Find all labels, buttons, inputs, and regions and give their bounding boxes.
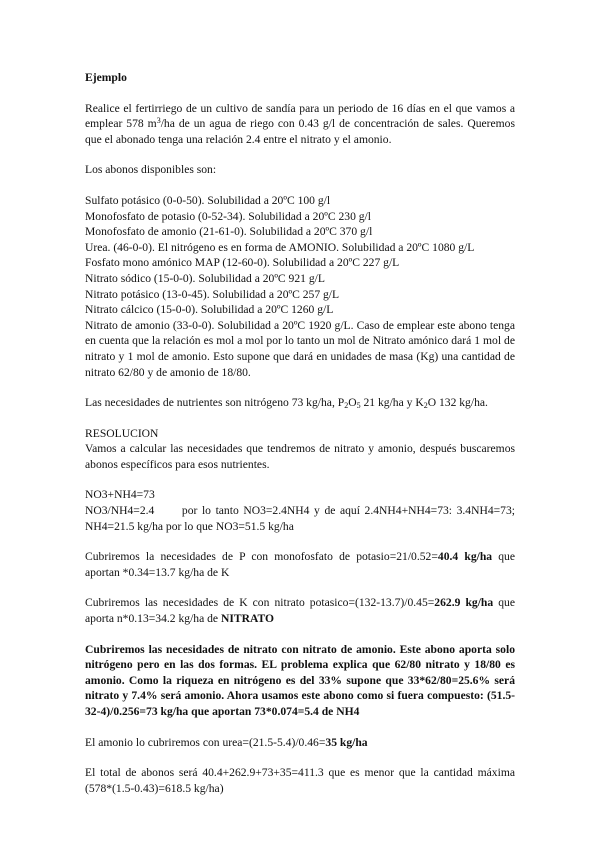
list-item: Monofosfato de potasio (0-52-34). Solubilidad a 20ºC 230 g/l [85, 209, 371, 223]
resolucion-heading: RESOLUCION [85, 426, 159, 440]
potasio-result: 262.9 kg/ha [434, 596, 494, 610]
intro-paragraph [85, 101, 515, 148]
list-item: Urea. (46-0-0). El nitrógeno es en forma de AMONIO. Solubilidad a 20ºC 1080 g/L [85, 240, 475, 254]
equation-2: NO3/NH4=2.4 por lo tanto NO3=2.4NH4 y de aquí 2.4NH4+NH4=73: 3.4NH4=73; NH4=21.5 kg/ha por lo que NO3=51.5 kg/ha [85, 504, 518, 533]
subscript: 2 [423, 401, 428, 411]
document-title: Ejemplo [85, 71, 127, 84]
nitrato-bold-paragraph: Cubriremos las necesidades de nitrato con nitrato de amonio. Este abono aporta solo nitrógeno pero en las dos formas. EL problema explica que 62/80 nitrato y 18/80 es amonio. Como la riqueza en nitrógeno es del 33% supone que 33*62/80=25.6% será nitrato y 7.4% será amonio. Ahora usamos este abono como si fuera compuesto: (51.5-32-4)/0.256=73 kg/ha que aportan 73*0.074=5.4 de NH4 [85, 642, 515, 718]
list-item: Nitrato potásico (13-0-45). Solubilidad a 20ºC 257 g/L [85, 287, 340, 301]
intro-text-2: /ha de un agua de riego con 0.43 g/l de concentración de sales. Queremos que el abonado tenga una relación 2.4 entre el nitrato y el amonio. [85, 117, 515, 146]
subscript: 5 [356, 401, 361, 411]
potasio-paragraph [85, 595, 515, 626]
necesidades-paragraph [85, 395, 515, 411]
intro-superscript: 3 [156, 116, 161, 126]
abonos-list [85, 193, 515, 318]
list-item: Sulfato potásico (0-0-50). Solubilidad a 20ºC 100 g/l [85, 193, 331, 207]
fosforo-text-2: que aportan *0.34=13.7 kg/ha de K [85, 550, 516, 579]
document-body [85, 70, 518, 796]
necesidades-text-1: Las necesidades de nutrientes son nitrógeno 73 kg/ha, P [85, 396, 345, 410]
necesidades-text-4: O 132 kg/ha. [427, 396, 488, 410]
list-item: Fosfato mono amónico MAP (12-60-0). Solubilidad a 20ºC 227 g/L [85, 256, 400, 270]
resolucion-paragraph: Vamos a calcular las necesidades que tendremos de nitrato y amonio, después buscaremos abonos específicos para esos nutrientes. [85, 442, 515, 471]
list-item: Monofosfato de amonio (21-61-0). Solubilidad a 20ºC 370 g/l [85, 225, 373, 239]
nitrato-label: NITRATO [220, 612, 275, 626]
fosforo-paragraph [85, 549, 515, 580]
subscript: 2 [344, 401, 349, 411]
amonio-paragraph [85, 735, 515, 751]
list-item: Nitrato cálcico (15-0-0). Solubilidad a 20ºC 1260 g/L [85, 303, 334, 317]
amonio-result: 35 kg/ha [325, 735, 368, 749]
potasio-text: Cubriremos las necesidades de K con nitrato potasico=(132-13.7)/0.45= [85, 596, 435, 610]
intro-text-1: Realice el fertirriego de un cultivo de sandía para un periodo de 16 días en el que vamos a emplear 578 m [85, 101, 515, 131]
equation-1: NO3+NH4=73 [85, 488, 155, 502]
list-item: Nitrato sódico (15-0-0). Solubilidad a 20ºC 921 g/L [85, 271, 325, 285]
nitrato-amonio-paragraph: Nitrato de amonio (33-0-0). Solubilidad a 20ºC 1920 g/L. Caso de emplear este abono tenga en cuenta que la relación es mol a mol por lo tanto un mol de Nitrato amónico dará 1 mol de nitrato y 1 mol de amonio. Esto supone que dará en unidades de masa (Kg) una cantidad de nitrato 62/80 y de amonio de 18/80. [85, 318, 515, 379]
potasio-text-2: que aporta n*0.13=34.2 kg/ha de [85, 596, 515, 626]
fosforo-result: 40.4 kg/ha [437, 550, 493, 564]
necesidades-text-2: O [348, 396, 357, 410]
abonos-heading: Los abonos disponibles son: [85, 163, 217, 177]
fosforo-text: Cubriremos la necesidades de P con monofosfato de potasio=21/0.52= [85, 550, 438, 564]
total-paragraph: El total de abonos será 40.4+262.9+73+35=411.3 que es menor que la cantidad máxima (578*(1.5-0.43)=618.5 kg/ha) [85, 766, 515, 795]
amonio-text: El amonio lo cubriremos con urea=(21.5-5.4)/0.46= [85, 735, 326, 749]
necesidades-text-3: 21 kg/ha y K [360, 396, 424, 410]
